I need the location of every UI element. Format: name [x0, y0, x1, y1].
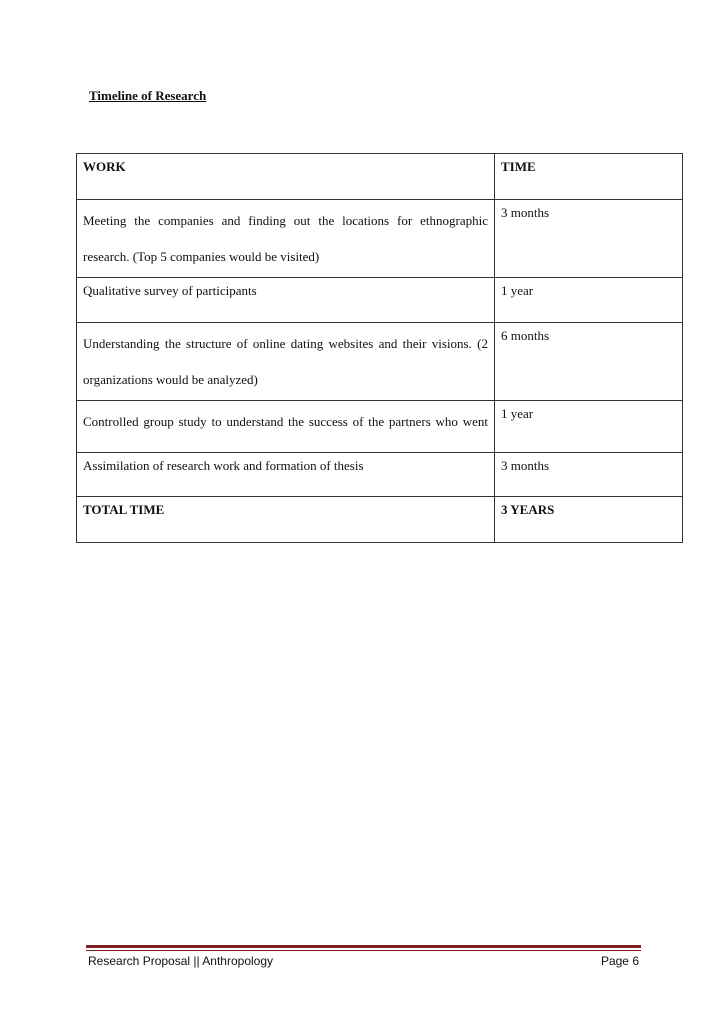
section-heading: Timeline of Research	[89, 88, 207, 103]
table-row	[77, 278, 683, 323]
total-value-cell: 3 YEARS	[495, 497, 683, 543]
work-column-header: WORK	[77, 154, 495, 200]
table-row	[77, 200, 683, 278]
total-row	[77, 497, 683, 543]
work-cell: Assimilation of research work and formation of thesis	[77, 453, 495, 497]
footer-document-title: Research Proposal || Anthropology	[88, 954, 274, 968]
work-cell	[77, 200, 495, 278]
table-header-row	[77, 154, 683, 200]
work-cell	[77, 401, 495, 453]
time-cell: 1 year	[495, 401, 683, 453]
work-cell-text: Understanding the structure of online dating websites and their visions. (2 organizations would be analyzed)	[83, 336, 488, 387]
work-cell-text: Meeting the companies and finding out the locations for ethnographic research. (Top 5 companies would be visited)	[83, 213, 488, 264]
time-column-header: TIME	[495, 154, 683, 200]
table-row	[77, 401, 683, 453]
work-cell	[77, 323, 495, 401]
work-cell: Qualitative survey of participants	[77, 278, 495, 323]
table-row	[77, 323, 683, 401]
total-label-cell: TOTAL TIME	[77, 497, 495, 543]
time-cell: 1 year	[495, 278, 683, 323]
footer-divider	[86, 945, 641, 948]
time-cell: 3 months	[495, 200, 683, 278]
footer-page-number: Page 6	[600, 954, 639, 968]
timeline-table	[76, 153, 683, 543]
table-row	[77, 453, 683, 497]
time-cell: 6 months	[495, 323, 683, 401]
footer-divider-thin	[86, 950, 641, 951]
work-cell-text: Controlled group study to understand the success of the partners who went	[83, 414, 488, 429]
time-cell: 3 months	[495, 453, 683, 497]
